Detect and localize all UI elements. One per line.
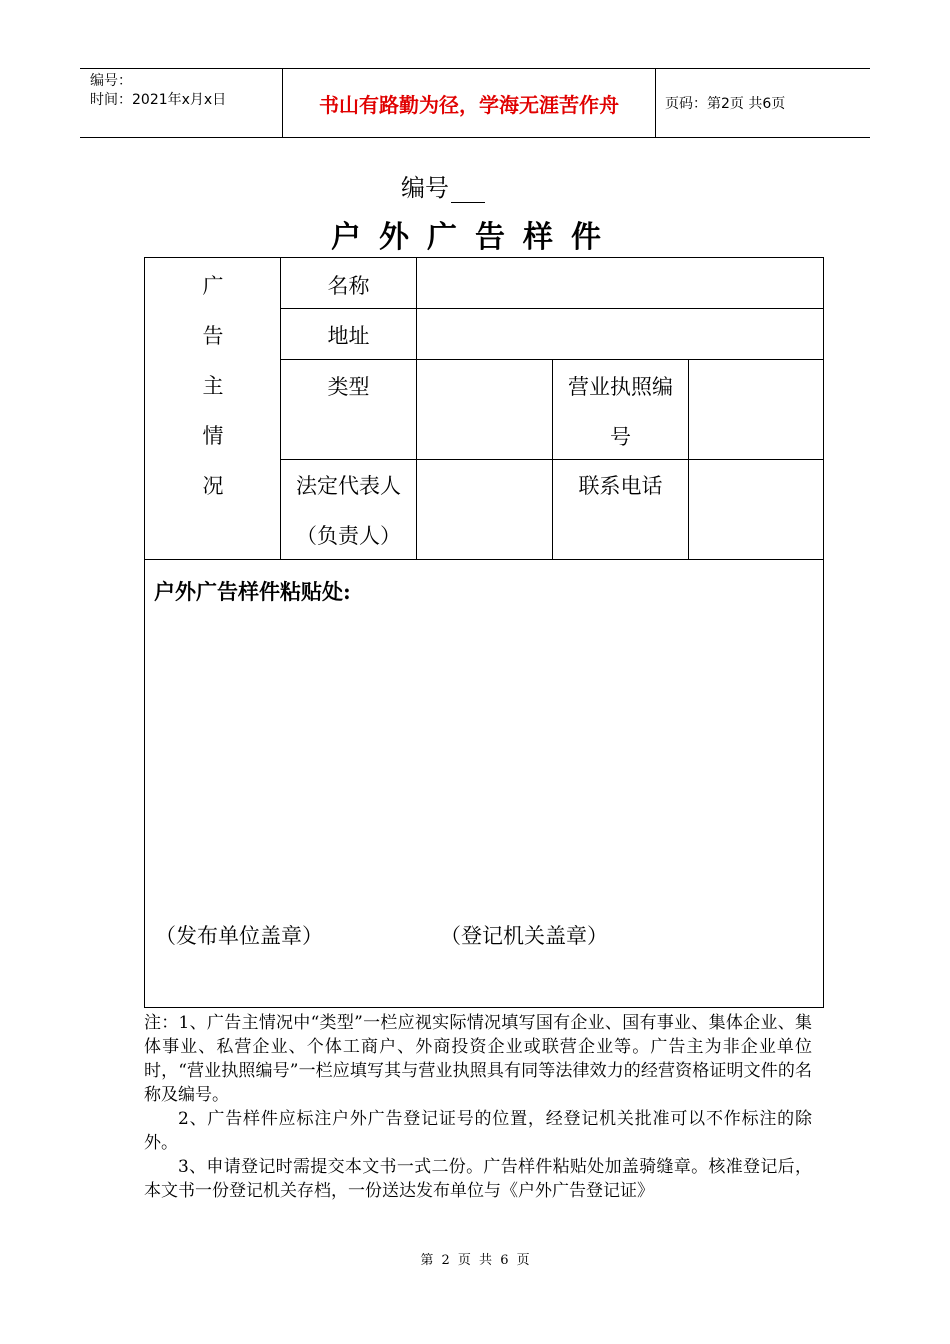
name-label: 名称 — [327, 274, 370, 298]
note-2: 2、广告样件应标注户外广告登记证号的位置，经登记机关批准可以不作标注的除外。 — [144, 1109, 812, 1153]
serial-blank[interactable] — [451, 178, 485, 203]
header-page-info: 页码：第2页 共6页 — [665, 96, 786, 112]
advertiser-char: 广 — [202, 274, 224, 298]
registry-seal-label: （登记机关盖章） — [440, 924, 608, 948]
ad-sample-form — [144, 257, 824, 1008]
legal-rep-label-line1: 法定代表人 — [296, 474, 401, 498]
header-meta — [80, 69, 282, 137]
phone-field[interactable] — [689, 460, 823, 559]
license-label-line1: 营业执照编 — [568, 375, 673, 399]
header-motto: 书山有路勤为径，学海无涯苦作舟 — [282, 69, 656, 137]
serial-number — [401, 168, 485, 203]
advertiser-char: 主 — [202, 374, 224, 398]
paste-area-label: 户外广告样件粘贴处: — [154, 579, 351, 604]
legal-rep-label-line2: （负责人） — [296, 524, 401, 548]
note-1: 注：1、广告主情况中“类型”一栏应视实际情况填写国有企业、国有事业、集体企业、集体事业、私营企业、个体工商户、外商投资企业或联营企业等。广告主为非企业单位时，“营业执照编号”一栏应填写其与营业执照具有同等法律效力的经营资格证明文件的名称及编号。 — [144, 1013, 812, 1105]
address-label: 地址 — [327, 324, 370, 348]
legal-rep-field[interactable] — [417, 460, 552, 559]
form-divider — [145, 559, 823, 560]
license-field[interactable] — [689, 360, 823, 459]
header-number-label: 编号： — [90, 73, 132, 89]
type-field[interactable] — [417, 360, 552, 459]
document-header — [80, 68, 870, 138]
type-label: 类型 — [327, 375, 370, 399]
page-footer: 第 2 页 共 6 页 — [420, 1253, 530, 1268]
name-field[interactable] — [417, 259, 822, 308]
advertiser-char: 况 — [202, 474, 224, 498]
advertiser-section-label — [145, 258, 281, 559]
address-field[interactable] — [417, 309, 822, 358]
header-time-label: 时间：2021年x月x日 — [90, 92, 227, 108]
page-title: 户外广告样件 — [331, 220, 619, 255]
publisher-seal-label: （发布单位盖章） — [155, 924, 323, 948]
note-3: 3、申请登记时需提交本文书一式二份。广告样件粘贴处加盖骑缝章。核准登记后，本文书一份登记机关存档，一份送达发布单位与《户外广告登记证》 — [144, 1157, 812, 1201]
license-label-line2: 号 — [610, 425, 631, 449]
form-notes — [144, 1011, 812, 1203]
serial-label: 编号 — [401, 174, 449, 202]
advertiser-char: 告 — [202, 324, 224, 348]
phone-label: 联系电话 — [578, 474, 663, 498]
advertiser-char: 情 — [202, 424, 224, 448]
